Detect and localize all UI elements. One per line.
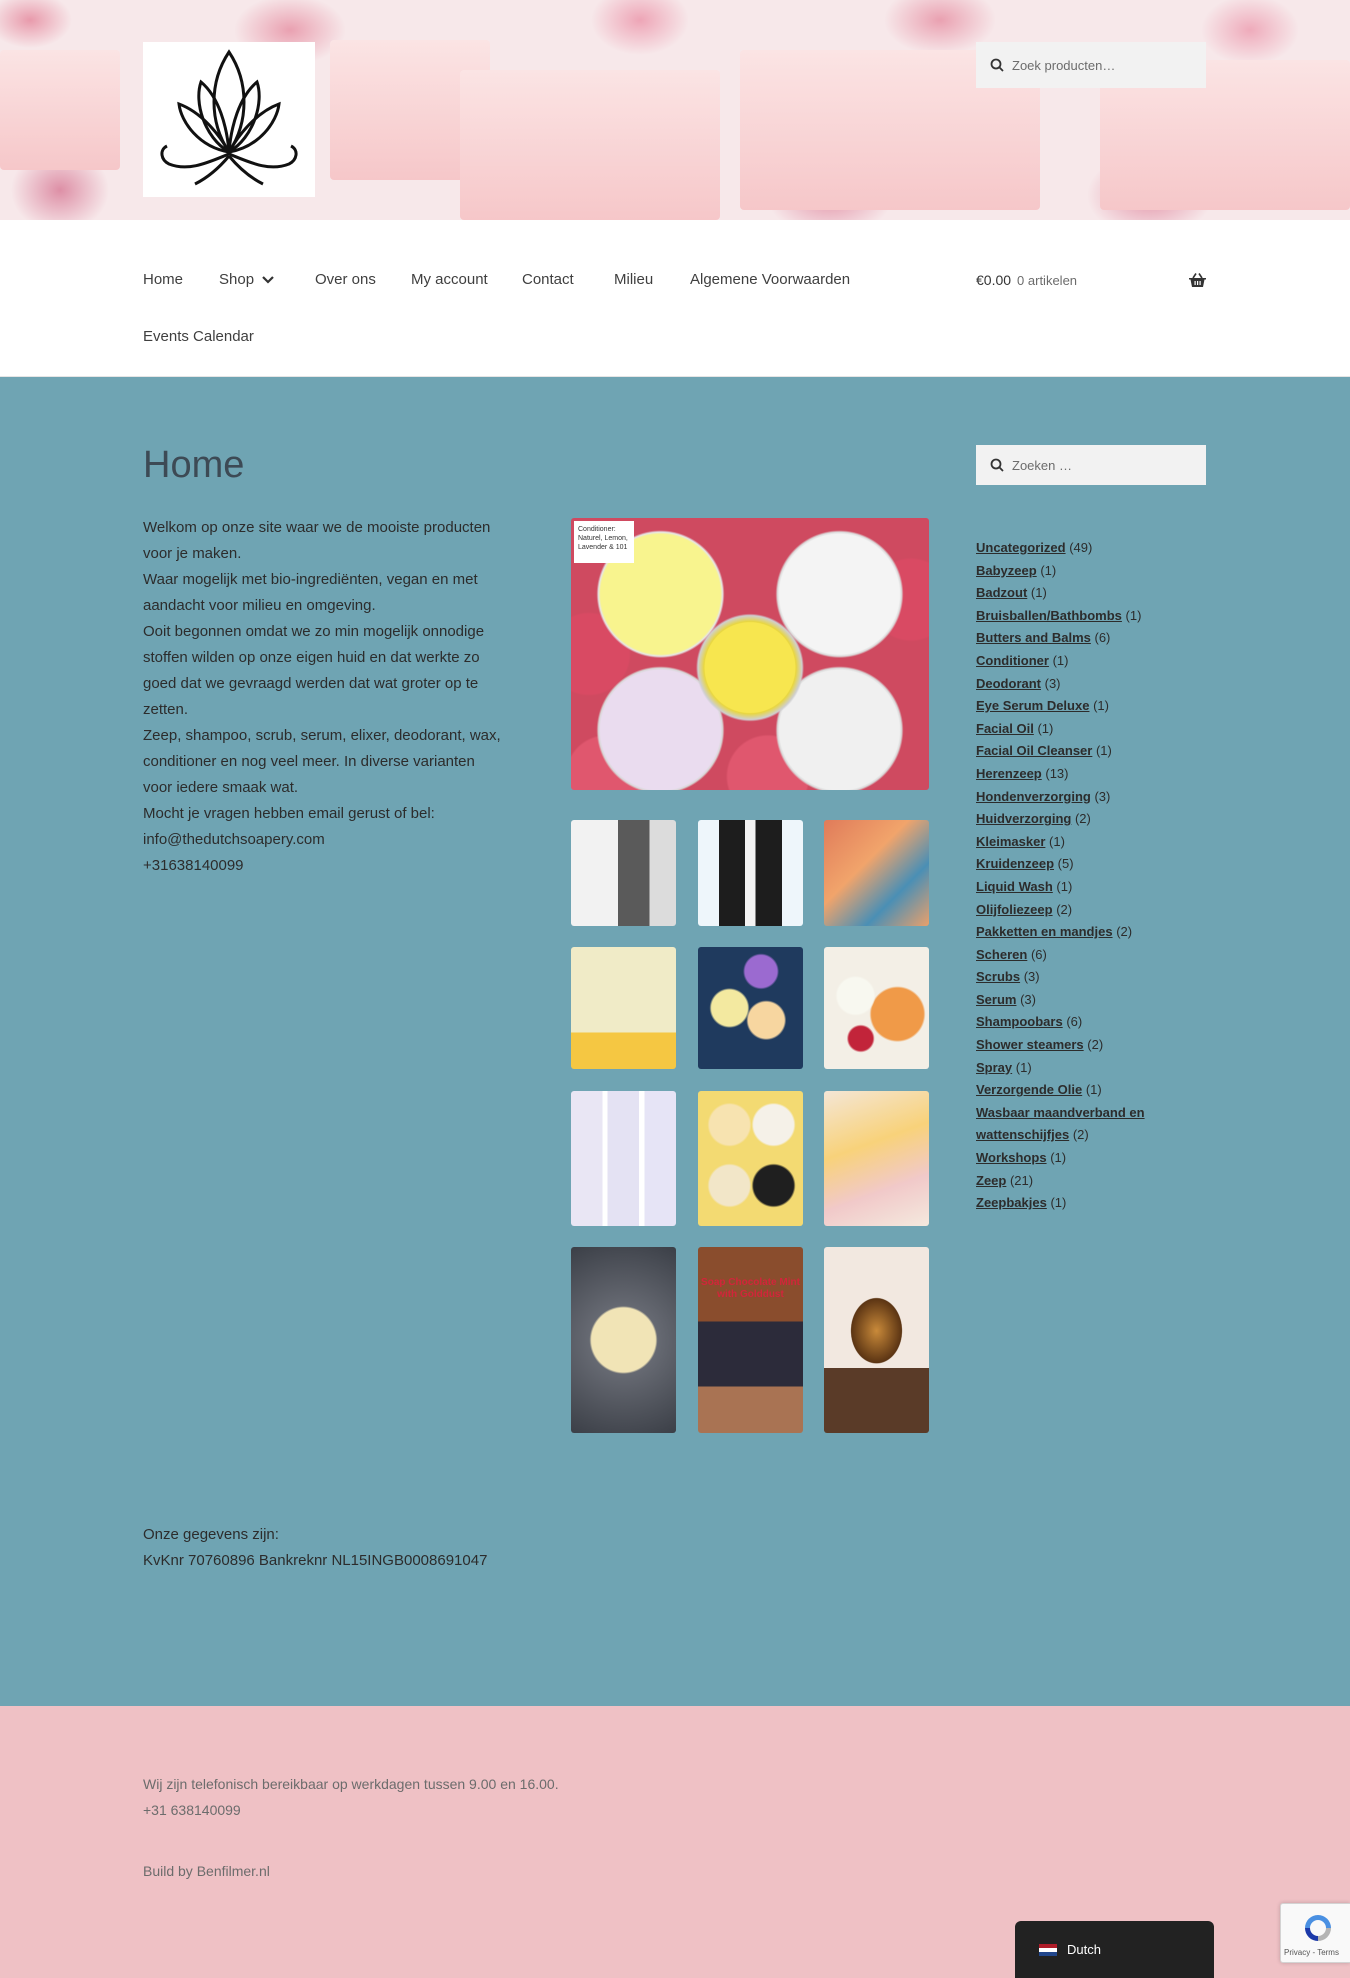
category-count: (3)	[1094, 788, 1111, 804]
sidebar-search-placeholder: Zoeken …	[1012, 457, 1072, 473]
category-count: (6)	[1094, 630, 1111, 646]
gallery-thumb[interactable]	[571, 1247, 676, 1433]
category-item	[976, 582, 1206, 605]
intro-paragraph: Ooit begonnen omdat we zo min mogelijk onnodige stoffen wilden op onze eigen huid en dat werkte zo goed dat we gevraagd werden dat wat groter op te zetten.	[143, 623, 485, 718]
product-categories-list	[976, 537, 1206, 1215]
gallery-thumb[interactable]	[571, 820, 676, 926]
category-count: (1)	[1050, 1150, 1067, 1166]
main-content	[0, 377, 1350, 1706]
intro-paragraph: Zeep, shampoo, scrub, serum, elixer, deodorant, wax, conditioner en nog veel meer. In diverse varianten voor iedere smaak wat.	[143, 727, 501, 796]
category-item	[976, 1102, 1206, 1147]
intro-paragraph: Waar mogelijk met bio-ingrediënten, vegan en met aandacht voor milieu en omgeving.	[143, 571, 478, 614]
category-count: (49)	[1069, 540, 1093, 555]
category-count: (1)	[1085, 1082, 1102, 1098]
contact-phone: +31638140099	[143, 857, 244, 874]
category-link[interactable]: Babyzeep	[976, 562, 1037, 578]
category-count: (3)	[1044, 675, 1061, 691]
product-search-input[interactable]	[976, 42, 1206, 88]
nav-item-my-account[interactable]: My account	[411, 271, 488, 288]
gallery-thumb[interactable]	[698, 947, 803, 1069]
nav-item-contact[interactable]: Contact	[522, 271, 574, 288]
category-item	[976, 763, 1206, 786]
category-link[interactable]: Uncategorized	[976, 540, 1066, 555]
nav-item-milieu[interactable]: Milieu	[614, 271, 654, 288]
nav-item-events-calendar[interactable]: Events Calendar	[143, 328, 254, 345]
gallery-thumb[interactable]	[571, 947, 676, 1069]
recaptcha-badge[interactable]	[1280, 1903, 1350, 1963]
category-link[interactable]: Scheren	[976, 946, 1028, 962]
category-link[interactable]: Kleimasker	[976, 833, 1046, 849]
intro-paragraph: Mocht je vragen hebben email gerust of bel:	[143, 805, 435, 822]
category-item	[976, 1034, 1206, 1057]
category-link[interactable]: Bruisballen/Bathbombs	[976, 607, 1122, 623]
category-item	[976, 966, 1206, 989]
category-link[interactable]: Verzorgende Olie	[976, 1082, 1083, 1098]
category-count: (5)	[1057, 856, 1074, 872]
recaptcha-icon	[1302, 1912, 1334, 1944]
category-link[interactable]: Deodorant	[976, 675, 1041, 691]
category-item	[976, 537, 1206, 560]
category-count: (1)	[1015, 1059, 1032, 1075]
category-link[interactable]: Eye Serum Deluxe	[976, 698, 1090, 714]
intro-paragraph: Welkom op onze site waar we de mooiste producten voor je maken.	[143, 519, 491, 562]
category-item	[976, 921, 1206, 944]
category-item	[976, 944, 1206, 967]
category-count: (3)	[1020, 991, 1036, 1007]
category-link[interactable]: Herenzeep	[976, 765, 1042, 781]
company-details-title: Onze gegevens zijn:	[143, 1526, 279, 1543]
sidebar-search-input[interactable]	[976, 445, 1206, 485]
category-link[interactable]: Pakketten en mandjes	[976, 924, 1113, 940]
nav-item-over-ons[interactable]: Over ons	[315, 271, 376, 288]
category-item	[976, 899, 1206, 922]
category-item	[976, 560, 1206, 583]
page-title: Home	[143, 444, 245, 486]
cart-amount: €0.00	[976, 272, 1012, 288]
category-count: (1)	[1049, 833, 1065, 849]
language-label: Dutch	[1067, 1942, 1101, 1957]
gallery-thumb[interactable]	[824, 1091, 929, 1226]
category-link[interactable]: Spray	[976, 1059, 1013, 1075]
category-link[interactable]: Facial Oil	[976, 720, 1034, 736]
product-tag: Conditioner: Naturel, Lemon, Lavender & 101	[574, 521, 634, 563]
language-switcher[interactable]	[1015, 1921, 1214, 1978]
header-banner	[0, 0, 1350, 220]
category-item	[976, 1192, 1206, 1215]
lotus-icon	[149, 42, 309, 197]
category-link[interactable]: Workshops	[976, 1150, 1047, 1166]
category-link[interactable]: Butters and Balms	[976, 630, 1091, 646]
footer-info	[143, 1771, 559, 1823]
category-link[interactable]: Zeepbakjes	[976, 1195, 1047, 1211]
recaptcha-links[interactable]: Privacy - Terms	[1284, 1948, 1339, 1957]
category-count: (21)	[1009, 1172, 1034, 1188]
category-count: (1)	[1052, 652, 1069, 668]
category-count: (6)	[1066, 1014, 1083, 1030]
gallery-thumb[interactable]	[698, 1091, 803, 1226]
gallery-thumb[interactable]	[824, 947, 929, 1069]
category-link[interactable]: Wasbaar maandverband en wattenschijfjes	[976, 1104, 1145, 1143]
category-count: (6)	[1030, 946, 1047, 962]
search-placeholder: Zoek producten…	[1012, 57, 1116, 73]
featured-product-image[interactable]	[571, 518, 929, 790]
category-link[interactable]: Olijfoliezeep	[976, 901, 1053, 917]
cart-link[interactable]	[976, 250, 1206, 310]
category-item	[976, 1057, 1206, 1080]
gallery-thumb[interactable]	[698, 820, 803, 926]
gallery-thumb[interactable]	[698, 1247, 803, 1433]
nav-item-home[interactable]: Home	[143, 271, 184, 288]
primary-navigation	[0, 220, 1350, 377]
category-count: (13)	[1045, 765, 1069, 781]
category-link[interactable]: Hondenverzorging	[976, 788, 1091, 804]
gallery-thumb[interactable]	[824, 820, 929, 926]
category-link[interactable]: Facial Oil Cleanser	[976, 743, 1093, 759]
category-link[interactable]: Badzout	[976, 585, 1028, 601]
search-icon	[990, 58, 1004, 72]
category-item	[976, 1170, 1206, 1193]
category-link[interactable]: Shampoobars	[976, 1014, 1063, 1030]
category-item	[976, 627, 1206, 650]
category-item	[976, 740, 1206, 763]
nav-item-algemene-voorwaarden[interactable]: Algemene Voorwaarden	[690, 271, 851, 288]
category-item	[976, 718, 1206, 741]
category-count: (2)	[1074, 811, 1091, 827]
category-item	[976, 650, 1206, 673]
category-link[interactable]: Huidverzorging	[976, 811, 1072, 827]
intro-text	[143, 515, 508, 879]
company-details	[143, 1522, 487, 1574]
category-link[interactable]: Shower steamers	[976, 1037, 1084, 1053]
category-count: (2)	[1072, 1127, 1089, 1143]
footer-phone: +31 638140099	[143, 1802, 241, 1818]
company-details-line: KvKnr 70760896 Bankreknr NL15INGB0008691047	[143, 1552, 488, 1569]
nav-item-shop[interactable]	[219, 250, 274, 310]
category-link[interactable]: Serum	[976, 991, 1017, 1007]
search-icon	[990, 458, 1004, 472]
category-count: (1)	[1037, 720, 1054, 736]
category-item	[976, 1011, 1206, 1034]
category-count: (2)	[1087, 1037, 1104, 1053]
category-link[interactable]: Scrubs	[976, 969, 1021, 985]
footer-hours: Wij zijn telefonisch bereikbaar op werkdagen tussen 9.00 en 16.00.	[143, 1776, 559, 1792]
category-count: (2)	[1116, 924, 1133, 940]
category-count: (1)	[1125, 607, 1142, 623]
nav-item-shop-label: Shop	[219, 271, 255, 288]
category-item	[976, 673, 1206, 696]
category-link[interactable]: Zeep	[976, 1172, 1007, 1188]
footer-credit	[143, 1858, 270, 1884]
category-count: (3)	[1023, 969, 1040, 985]
category-count: (1)	[1030, 585, 1047, 601]
category-count: (1)	[1040, 562, 1057, 578]
basket-icon	[1189, 273, 1206, 287]
category-link[interactable]: Conditioner	[976, 652, 1049, 668]
category-count: (1)	[1095, 743, 1112, 759]
category-item	[976, 876, 1206, 899]
category-item	[976, 831, 1206, 854]
category-item	[976, 808, 1206, 831]
gallery-thumb[interactable]	[824, 1247, 929, 1433]
category-item	[976, 695, 1206, 718]
category-item	[976, 1147, 1206, 1170]
thumb-caption: Soap Chocolate Mint with Golddust	[701, 1277, 800, 1300]
category-item	[976, 1079, 1206, 1102]
netherlands-flag-icon	[1039, 1944, 1057, 1956]
category-link[interactable]: Liquid Wash	[976, 878, 1053, 894]
category-item	[976, 786, 1206, 809]
category-count: (1)	[1050, 1195, 1067, 1211]
category-item	[976, 605, 1206, 628]
category-item	[976, 989, 1206, 1012]
gallery-thumb[interactable]	[571, 1091, 676, 1226]
category-link[interactable]: Kruidenzeep	[976, 856, 1055, 872]
cart-count: 0 artikelen	[1017, 273, 1078, 288]
category-count: (2)	[1056, 901, 1073, 917]
category-count: (1)	[1093, 698, 1109, 714]
contact-email: info@thedutchsoapery.com	[143, 831, 325, 848]
category-item	[976, 853, 1206, 876]
footer-build-text[interactable]: Build by Benfilmer.nl	[143, 1863, 270, 1879]
chevron-down-icon	[262, 276, 274, 284]
site-logo[interactable]	[143, 42, 315, 197]
category-count: (1)	[1056, 878, 1073, 894]
